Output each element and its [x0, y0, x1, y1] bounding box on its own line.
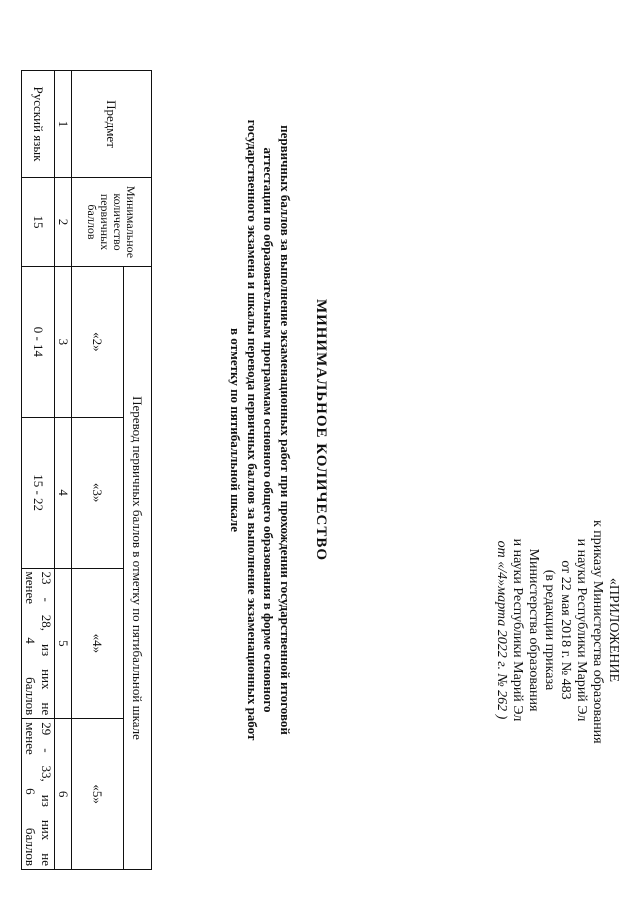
subtitle-line: первичных баллов за выполнение экзаменационных работ при прохождении государственной итоговой [278, 125, 293, 735]
cell-subject: Русский язык [22, 71, 55, 178]
column-number: 2 [55, 178, 72, 267]
subtitle-line: государственного экзамена и шкалы перевода первичных баллов за выполнение экзаменационных работ [245, 119, 260, 741]
subtitle-line: в отметку по пятибалльной шкале [228, 328, 244, 532]
header-min-score: Минимальное количество первичных баллов [72, 178, 152, 267]
header-grade-3: «3» [72, 417, 124, 568]
appendix-block [493, 520, 621, 744]
appendix-line: и науки Республики Марий Эл [574, 538, 589, 722]
appendix-line: (в редакции приказа [542, 569, 557, 691]
appendix-line: Министерства образования [526, 548, 541, 712]
header-grade-2: «2» [72, 267, 124, 418]
cell-grade-5: 29 - 33, из них не менее 6 баллов [22, 719, 55, 870]
subtitle-line: аттестации по образовательным программам основного общего образования в форме основного [261, 147, 277, 713]
table-header-row [124, 71, 152, 870]
appendix-line: от 22 мая 2018 г. № 483 [558, 560, 573, 700]
header-subject: Предмет [72, 71, 152, 178]
column-number: 4 [55, 417, 72, 568]
cell-grade-4: 23 - 28, из них не менее 4 баллов [22, 568, 55, 719]
cell-grade-2: 0 - 14 [22, 267, 55, 418]
header-grade-4: «4» [72, 568, 124, 719]
table-row [22, 71, 55, 870]
header-transfer: Перевод первичных баллов в отметку по пятибалльной шкале [124, 267, 152, 870]
appendix-line: и науки Республики Марий Эл [510, 538, 525, 722]
document-title: МИНИМАЛЬНОЕ КОЛИЧЕСТВО [313, 298, 329, 562]
appendix-line: от «/4»марта 2022 г. № 262 ) [494, 540, 509, 720]
cell-grade-3: 15 - 22 [22, 417, 55, 568]
column-number: 5 [55, 568, 72, 719]
score-table [21, 70, 152, 870]
column-number: 6 [55, 719, 72, 870]
cell-min-score: 15 [22, 178, 55, 267]
column-number: 1 [55, 71, 72, 178]
header-grade-5: «5» [72, 719, 124, 870]
table-number-row [55, 71, 72, 870]
appendix-line: к приказу Министерства образования [590, 520, 605, 744]
document-subtitle [227, 90, 293, 770]
column-number: 3 [55, 267, 72, 418]
appendix-line: «ПРИЛОЖЕНИЕ [606, 577, 621, 683]
